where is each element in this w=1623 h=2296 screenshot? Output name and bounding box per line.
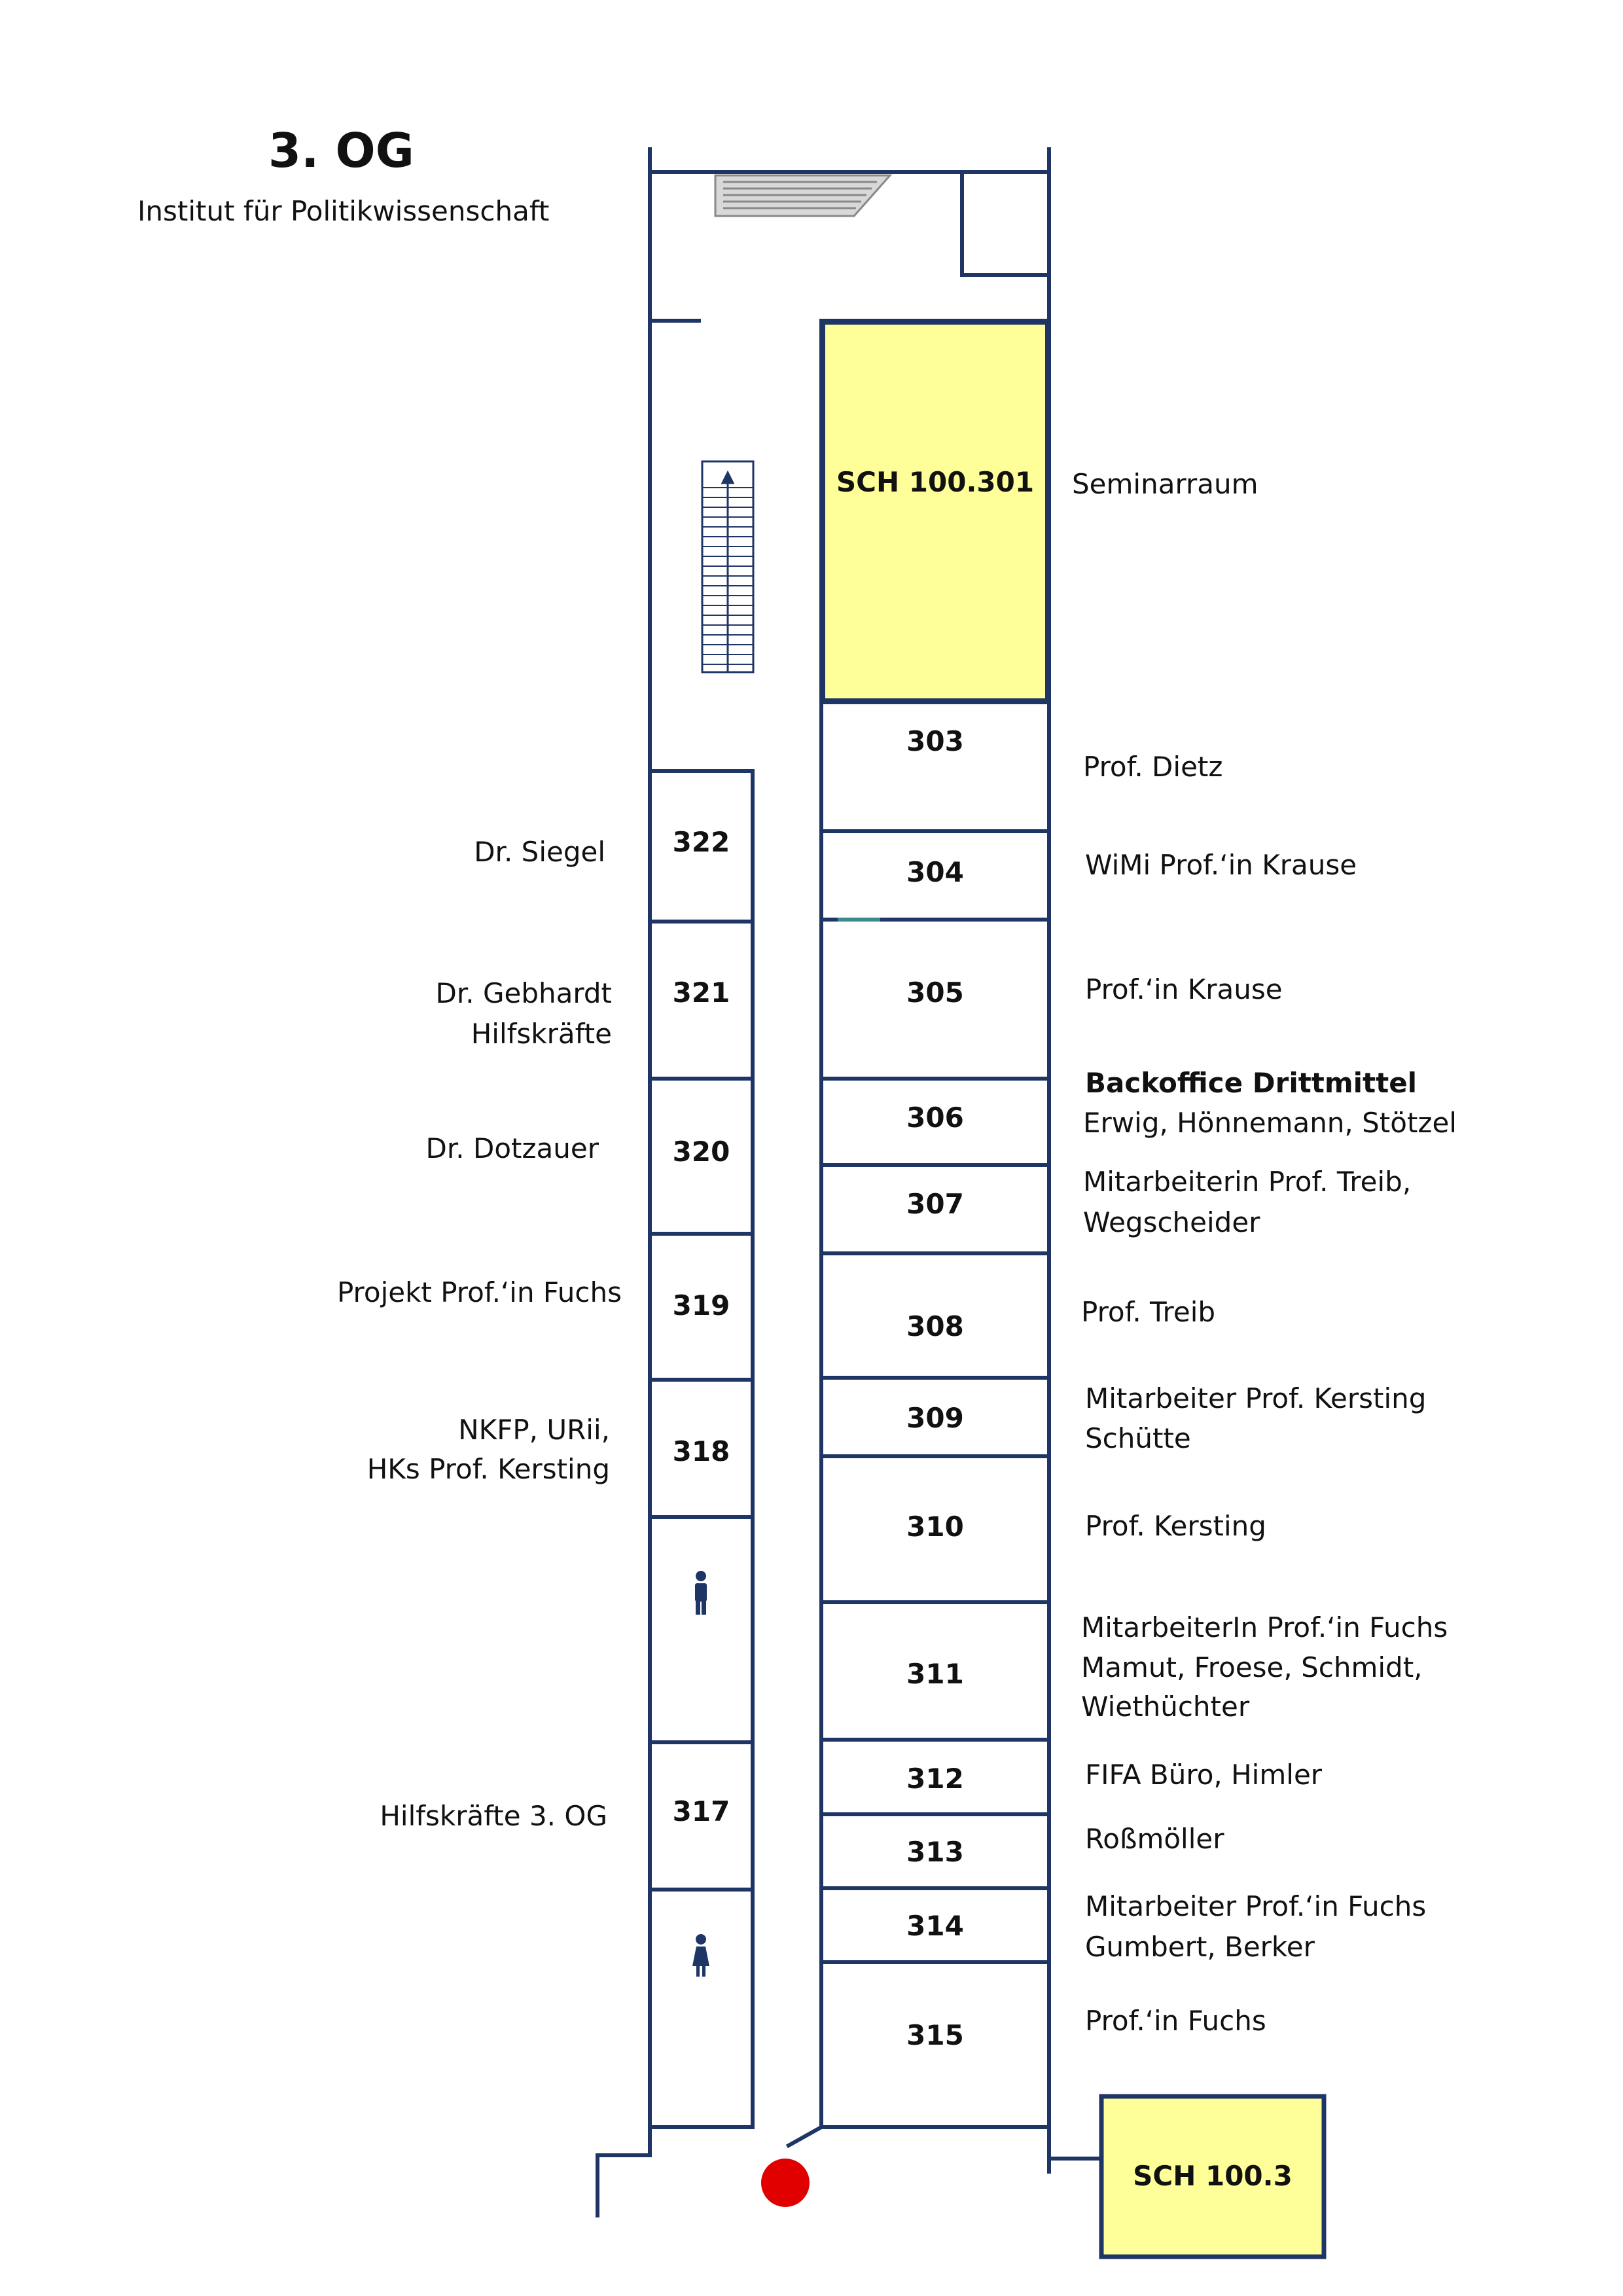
room-number-304: 304 xyxy=(906,856,964,888)
room-label-313: Roßmöller xyxy=(1085,1823,1224,1855)
room-label-312: FIFA Büro, Himler xyxy=(1085,1759,1323,1791)
room-label-317: Hilfskräfte 3. OG xyxy=(380,1800,607,1832)
room-label-304: WiMi Prof.‘in Krause xyxy=(1085,849,1357,881)
room-number-309: 309 xyxy=(906,1402,964,1434)
room-label-321-line1: Dr. Gebhardt xyxy=(435,977,612,1009)
room-label-308: Prof. Treib xyxy=(1081,1296,1216,1328)
page-subtitle: Institut für Politikwissenschaft xyxy=(137,195,550,227)
room-number-320: 320 xyxy=(672,1136,730,1168)
room-number-310: 310 xyxy=(906,1511,964,1543)
stairs-icon xyxy=(715,175,890,216)
room-label-319: Projekt Prof.‘in Fuchs xyxy=(336,1276,622,1308)
room-number-303: 303 xyxy=(906,725,964,757)
room-label-320: Dr. Dotzauer xyxy=(425,1132,599,1164)
room-number-313: 313 xyxy=(906,1836,964,1868)
room-label-321-line2: Hilfskräfte xyxy=(471,1018,612,1050)
room-number-305: 305 xyxy=(906,977,964,1009)
room-label-309-line2: Schütte xyxy=(1085,1422,1191,1454)
room-label-315: Prof.‘in Fuchs xyxy=(1085,2005,1266,2037)
room-label-307-line1: Mitarbeiterin Prof. Treib, xyxy=(1083,1166,1412,1198)
room-label-310: Prof. Kersting xyxy=(1085,1510,1266,1542)
room-number-317: 317 xyxy=(672,1795,730,1827)
you-are-here-marker xyxy=(761,2159,810,2207)
room-number-321: 321 xyxy=(672,977,730,1009)
seminar-room xyxy=(823,323,1047,700)
room-number-306: 306 xyxy=(906,1102,964,1134)
room-label-305: Prof.‘in Krause xyxy=(1085,973,1283,1005)
room-label-318-line2: HKs Prof. Kersting xyxy=(366,1453,610,1485)
room-label-seminar: Seminarraum xyxy=(1072,468,1258,500)
room-label-303: Prof. Dietz xyxy=(1083,751,1223,783)
female-restroom-icon xyxy=(692,1934,709,1977)
page-title: 3. OG xyxy=(268,123,414,178)
room-number-312: 312 xyxy=(906,1763,964,1795)
room-label-314-line2: Gumbert, Berker xyxy=(1085,1931,1315,1963)
room-number-307: 307 xyxy=(906,1188,964,1220)
top-right-room-wall xyxy=(962,172,1049,275)
room-label-311-line1: MitarbeiterIn Prof.‘in Fuchs xyxy=(1081,1611,1448,1643)
room-label-306-title: Backoffice Drittmittel xyxy=(1085,1067,1418,1099)
room-number-319: 319 xyxy=(672,1289,730,1321)
bottom-left-wall xyxy=(597,2127,650,2215)
room-label-322: Dr. Siegel xyxy=(474,836,605,868)
room-label-311-line3: Wiethüchter xyxy=(1081,1691,1250,1723)
room-number-seminar: SCH 100.301 xyxy=(836,466,1035,498)
room-number-311: 311 xyxy=(906,1658,964,1690)
door-swing xyxy=(789,2127,821,2145)
room-label-318-line1: NKFP, URii, xyxy=(458,1414,610,1446)
room-number-322: 322 xyxy=(672,826,730,858)
room-number-308: 308 xyxy=(906,1310,964,1342)
room-number-315: 315 xyxy=(906,2019,964,2051)
room-number-318: 318 xyxy=(672,1435,730,1467)
room-label-309-line1: Mitarbeiter Prof. Kersting xyxy=(1085,1382,1427,1414)
room-label-314-line1: Mitarbeiter Prof.‘in Fuchs xyxy=(1085,1890,1427,1922)
room-number-314: 314 xyxy=(906,1910,964,1942)
male-restroom-icon xyxy=(695,1571,707,1615)
room-label-306: Erwig, Hönnemann, Stötzel xyxy=(1083,1107,1457,1139)
room-label-311-line2: Mamut, Froese, Schmidt, xyxy=(1081,1651,1423,1683)
room-label-307-line2: Wegscheider xyxy=(1083,1206,1260,1238)
room-number-annex: SCH 100.3 xyxy=(1133,2160,1293,2192)
